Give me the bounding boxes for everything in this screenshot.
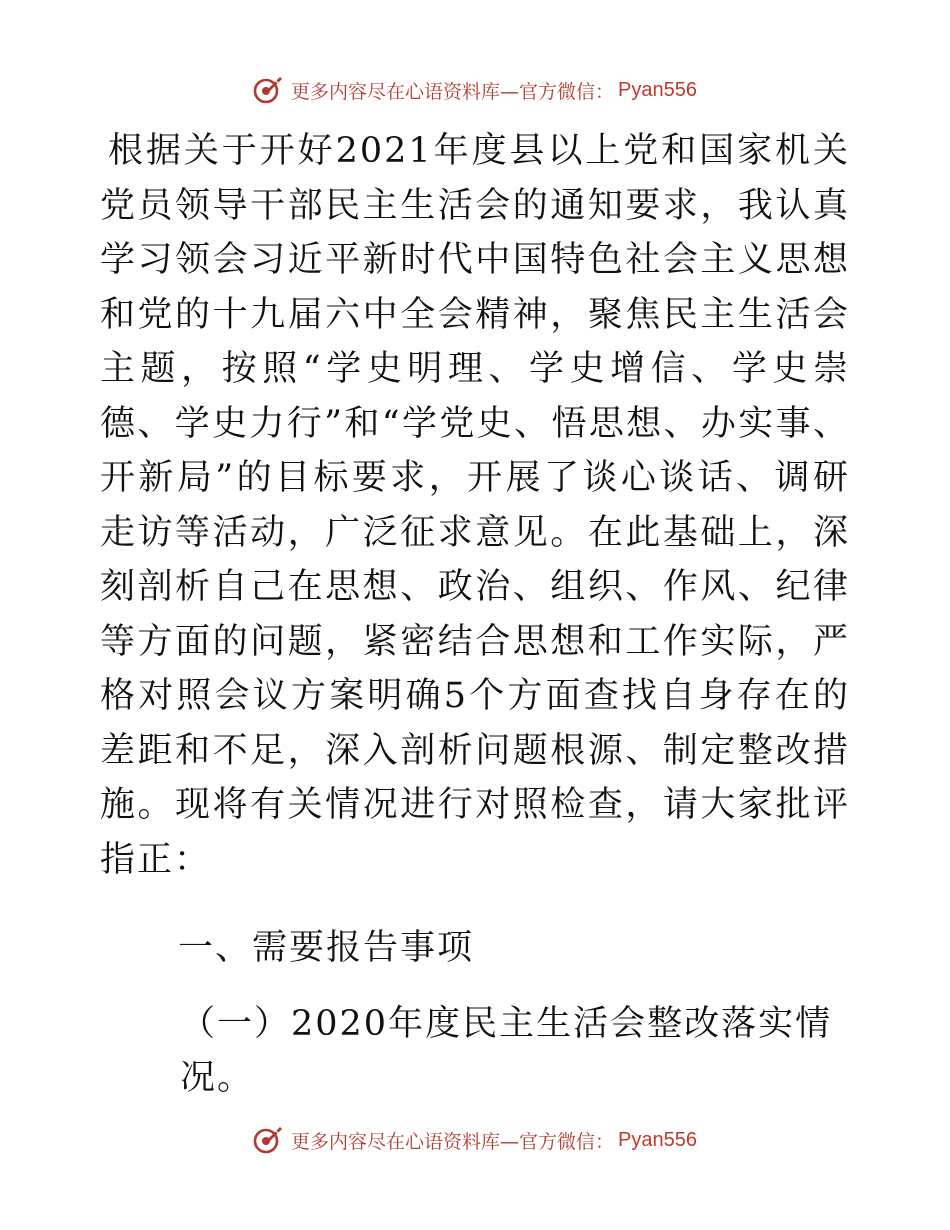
footer-watermark [0, 1120, 950, 1160]
body-paragraph: 根据关于开好2021年度县以上党和国家机关党员领导干部民主生活会的通知要求，我认真学习领会习近平新时代中国特色社会主义思想和党的十九届六中全会精神，聚焦民主生活会主题，按照“学史明理、学史增信、学史崇德、学史力行”和“学党史、悟思想、办实事、开新局”的目标要求，开展了谈心谈话、调研走访等活动，广泛征求意见。在此基础上，深刻剖析自己在思想、政治、组织、作风、纪律等方面的问题，紧密结合思想和工作实际，严格对照会议方案明确5个方面查找自身存在的差距和不足，深入剖析问题根源、制定整改措施。现将有关情况进行对照检查，请大家批评指正： [100, 131, 850, 880]
quill-logo-icon [253, 75, 283, 105]
quill-logo-icon [253, 1125, 283, 1155]
watermark-wechat-id: Pyan556 [618, 1128, 697, 1151]
watermark-text: 更多内容尽在心语资料库—官方微信： [291, 80, 615, 103]
header-watermark [0, 70, 950, 110]
subsection-heading: （一）2020年度民主生活会整改落实情况。 [180, 1004, 833, 1098]
watermark-wechat-id: Pyan556 [618, 78, 697, 101]
document-body [100, 124, 850, 1105]
watermark-text: 更多内容尽在心语资料库—官方微信： [291, 1130, 615, 1153]
section-heading: 一、需要报告事项 [178, 928, 475, 968]
